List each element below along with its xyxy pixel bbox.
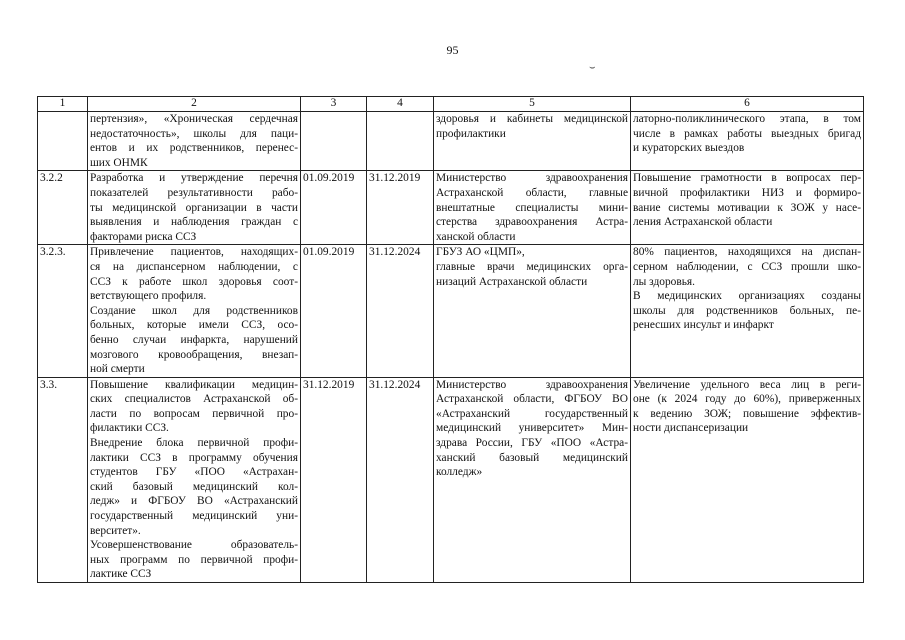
executors-cell-line: низаций Астраханской области	[436, 275, 588, 288]
end-date-cell: 31.12.2024	[367, 245, 434, 377]
executors-cell-line: колледж»	[436, 466, 483, 479]
result-cell-line: 80% пациентов, находящихся на диспан-	[633, 246, 861, 259]
executors-cell-line: главные врачи медицинских орга-	[436, 260, 628, 273]
activity-cell-line: мозгового кровообращения, внезап-	[90, 348, 298, 361]
activity-cell-line: ной смерти	[90, 363, 145, 376]
activity-cell-line: Привлечение пациентов, находящих-	[90, 246, 298, 259]
end-date-cell: 31.12.2024	[367, 377, 434, 582]
result-cell-line: ления Астраханской области	[633, 216, 773, 229]
result-cell-line: Увеличение удельного веса лиц в реги-	[633, 378, 861, 391]
table-body	[38, 112, 864, 583]
activity-cell-line: ных программ по первичной профи-	[90, 553, 298, 566]
header-cell-6: 6	[631, 97, 864, 112]
executors-cell-line: Астраханской области, ФГБОУ ВО	[436, 393, 628, 406]
item-number-cell	[38, 112, 88, 171]
executors-cell-line: здоровья и кабинеты медицинской	[436, 113, 628, 125]
activity-cell-line: пертензия», «Хроническая сердечная	[90, 113, 298, 125]
activity-cell-line: ский базовый медицинский кол-	[90, 480, 298, 493]
table-row	[38, 171, 864, 245]
header-cell-4: 4	[367, 97, 434, 112]
result-cell-line: латорно-поликлинического этапа, в том	[633, 113, 861, 125]
activity-cell-line: ты медицинской организации в части	[90, 201, 298, 214]
header-row	[38, 97, 864, 112]
activity-cell-line: государственный медицинский уни-	[90, 510, 298, 523]
activity-cell-line: бенно случаи инфаркта, нарушений	[90, 333, 298, 346]
result-cell-line: числе в рамках работы выездных бригад	[633, 127, 861, 140]
activity-cell-line: лактике ССЗ	[90, 568, 152, 581]
activity-cell-line: филактики ССЗ.	[90, 422, 169, 435]
result-cell-line: Повышение грамотности в вопросах пер-	[633, 172, 861, 185]
executors-cell-line: Министерство здравоохранения	[436, 172, 628, 185]
table-row	[38, 112, 864, 171]
activity-cell-line: Повышение квалификации медицин-	[90, 378, 298, 391]
activity-cell-line: факторами риска ССЗ	[90, 230, 197, 243]
item-number-cell: 3.2.3.	[38, 245, 88, 377]
result-cell	[631, 377, 864, 582]
activity-cell-line: лактики ССЗ в программу обучения	[90, 451, 298, 464]
item-number-cell: 3.2.2	[38, 171, 88, 245]
activity-cell	[88, 171, 301, 245]
executors-cell-line: ханской области	[436, 230, 516, 243]
result-cell-line: и кураторских выездов	[633, 142, 745, 155]
executors-cell	[434, 112, 631, 171]
activity-cell-line: Создание школ для родственников	[90, 304, 298, 317]
activity-cell	[88, 377, 301, 582]
activity-cell-line: Внедрение блока первичной профи-	[90, 437, 298, 450]
result-cell	[631, 245, 864, 377]
start-date-cell: 01.09.2019	[301, 171, 367, 245]
table-row	[38, 377, 864, 582]
page-number: 95	[446, 43, 459, 57]
start-date-cell: 31.12.2019	[301, 377, 367, 582]
activity-cell-line: ледж» и ФГБОУ ВО «Астраханский	[90, 495, 298, 508]
result-cell-line: ности диспансеризации	[633, 422, 749, 435]
activity-cell-line: Разработка и утверждение перечня	[90, 172, 298, 185]
activity-cell-line: ских специалистов Астраханской об-	[90, 393, 298, 406]
activity-cell-line: ших ОНМК	[90, 156, 148, 169]
result-cell	[631, 171, 864, 245]
activity-cell-line: Усовершенствование образователь-	[90, 539, 298, 552]
result-cell-line: В медицинских организациях созданы	[633, 290, 861, 303]
activity-cell-line: ся на диспансерном наблюдении, с	[90, 260, 298, 273]
result-cell-line: лы здоровья.	[633, 275, 696, 288]
activity-cell-line: верситет».	[90, 524, 141, 537]
activity-cell-line: выявления и наблюдения граждан с	[90, 216, 298, 229]
result-cell-line: ренесших инсульт и инфаркт	[633, 319, 774, 332]
result-cell-line: серном наблюдении, с ССЗ прошли шко-	[633, 260, 861, 273]
activity-cell-line: ласти по вопросам первичной про-	[90, 407, 298, 420]
item-number-cell: 3.3.	[38, 377, 88, 582]
end-date-cell: 31.12.2019	[367, 171, 434, 245]
header-cell-1: 1	[38, 97, 88, 112]
executors-cell-line: внештатные специалисты мини-	[436, 201, 628, 214]
executors-cell-line: ханский базовый медицинский	[436, 451, 628, 464]
activity-cell-line: больных, которые имели ССЗ, осо-	[90, 319, 298, 332]
activity-cell	[88, 245, 301, 377]
executors-cell	[434, 245, 631, 377]
scan-mark: ⌣	[589, 62, 596, 73]
activity-cell-line: ССЗ к работе школ здоровья соот-	[90, 275, 298, 288]
executors-cell-line: «Астраханский государственный	[436, 407, 628, 420]
executors-cell-line: Астраханской области, главные	[436, 186, 628, 199]
executors-cell-line: ГБУЗ АО «ЦМП»,	[436, 246, 525, 259]
result-cell-line: оне (к 2024 году до 60%), приверженных	[633, 393, 861, 406]
result-cell-line: к ведению ЗОЖ; повышение эффектив-	[633, 407, 861, 420]
result-cell-line: вание системы мотивации к ЗОЖ у насе-	[633, 201, 861, 214]
start-date-cell	[301, 112, 367, 171]
start-date-cell: 01.09.2019	[301, 245, 367, 377]
executors-cell-line: профилактики	[436, 127, 506, 140]
executors-cell-line: Министерство здравоохранения	[436, 378, 628, 391]
header-cell-5: 5	[434, 97, 631, 112]
executors-cell-line: стерства здравоохранения Астра-	[436, 216, 628, 229]
activity-cell-line: студентов ГБУ «ПОО «Астрахан-	[90, 466, 298, 479]
result-cell-line: школы для родственников больных, пе-	[633, 304, 861, 317]
result-cell	[631, 112, 864, 171]
executors-cell	[434, 171, 631, 245]
executors-cell-line: здрава России, ГБУ «ПОО «Астра-	[436, 437, 628, 450]
plan-table	[37, 96, 864, 583]
executors-cell	[434, 377, 631, 582]
header-cell-2: 2	[88, 97, 301, 112]
end-date-cell	[367, 112, 434, 171]
activity-cell-line: ветствующего профиля.	[90, 290, 207, 303]
activity-cell-line: недостаточность», школы для паци-	[90, 127, 298, 140]
activity-cell	[88, 112, 301, 171]
executors-cell-line: медицинский университет» Мин-	[436, 422, 628, 435]
header-cell-3: 3	[301, 97, 367, 112]
activity-cell-line: показателей результативности рабо-	[90, 186, 298, 199]
table-row	[38, 245, 864, 377]
result-cell-line: вичной профилактики НИЗ и формиро-	[633, 186, 861, 199]
activity-cell-line: ентов и их родственников, перенес-	[90, 142, 298, 155]
